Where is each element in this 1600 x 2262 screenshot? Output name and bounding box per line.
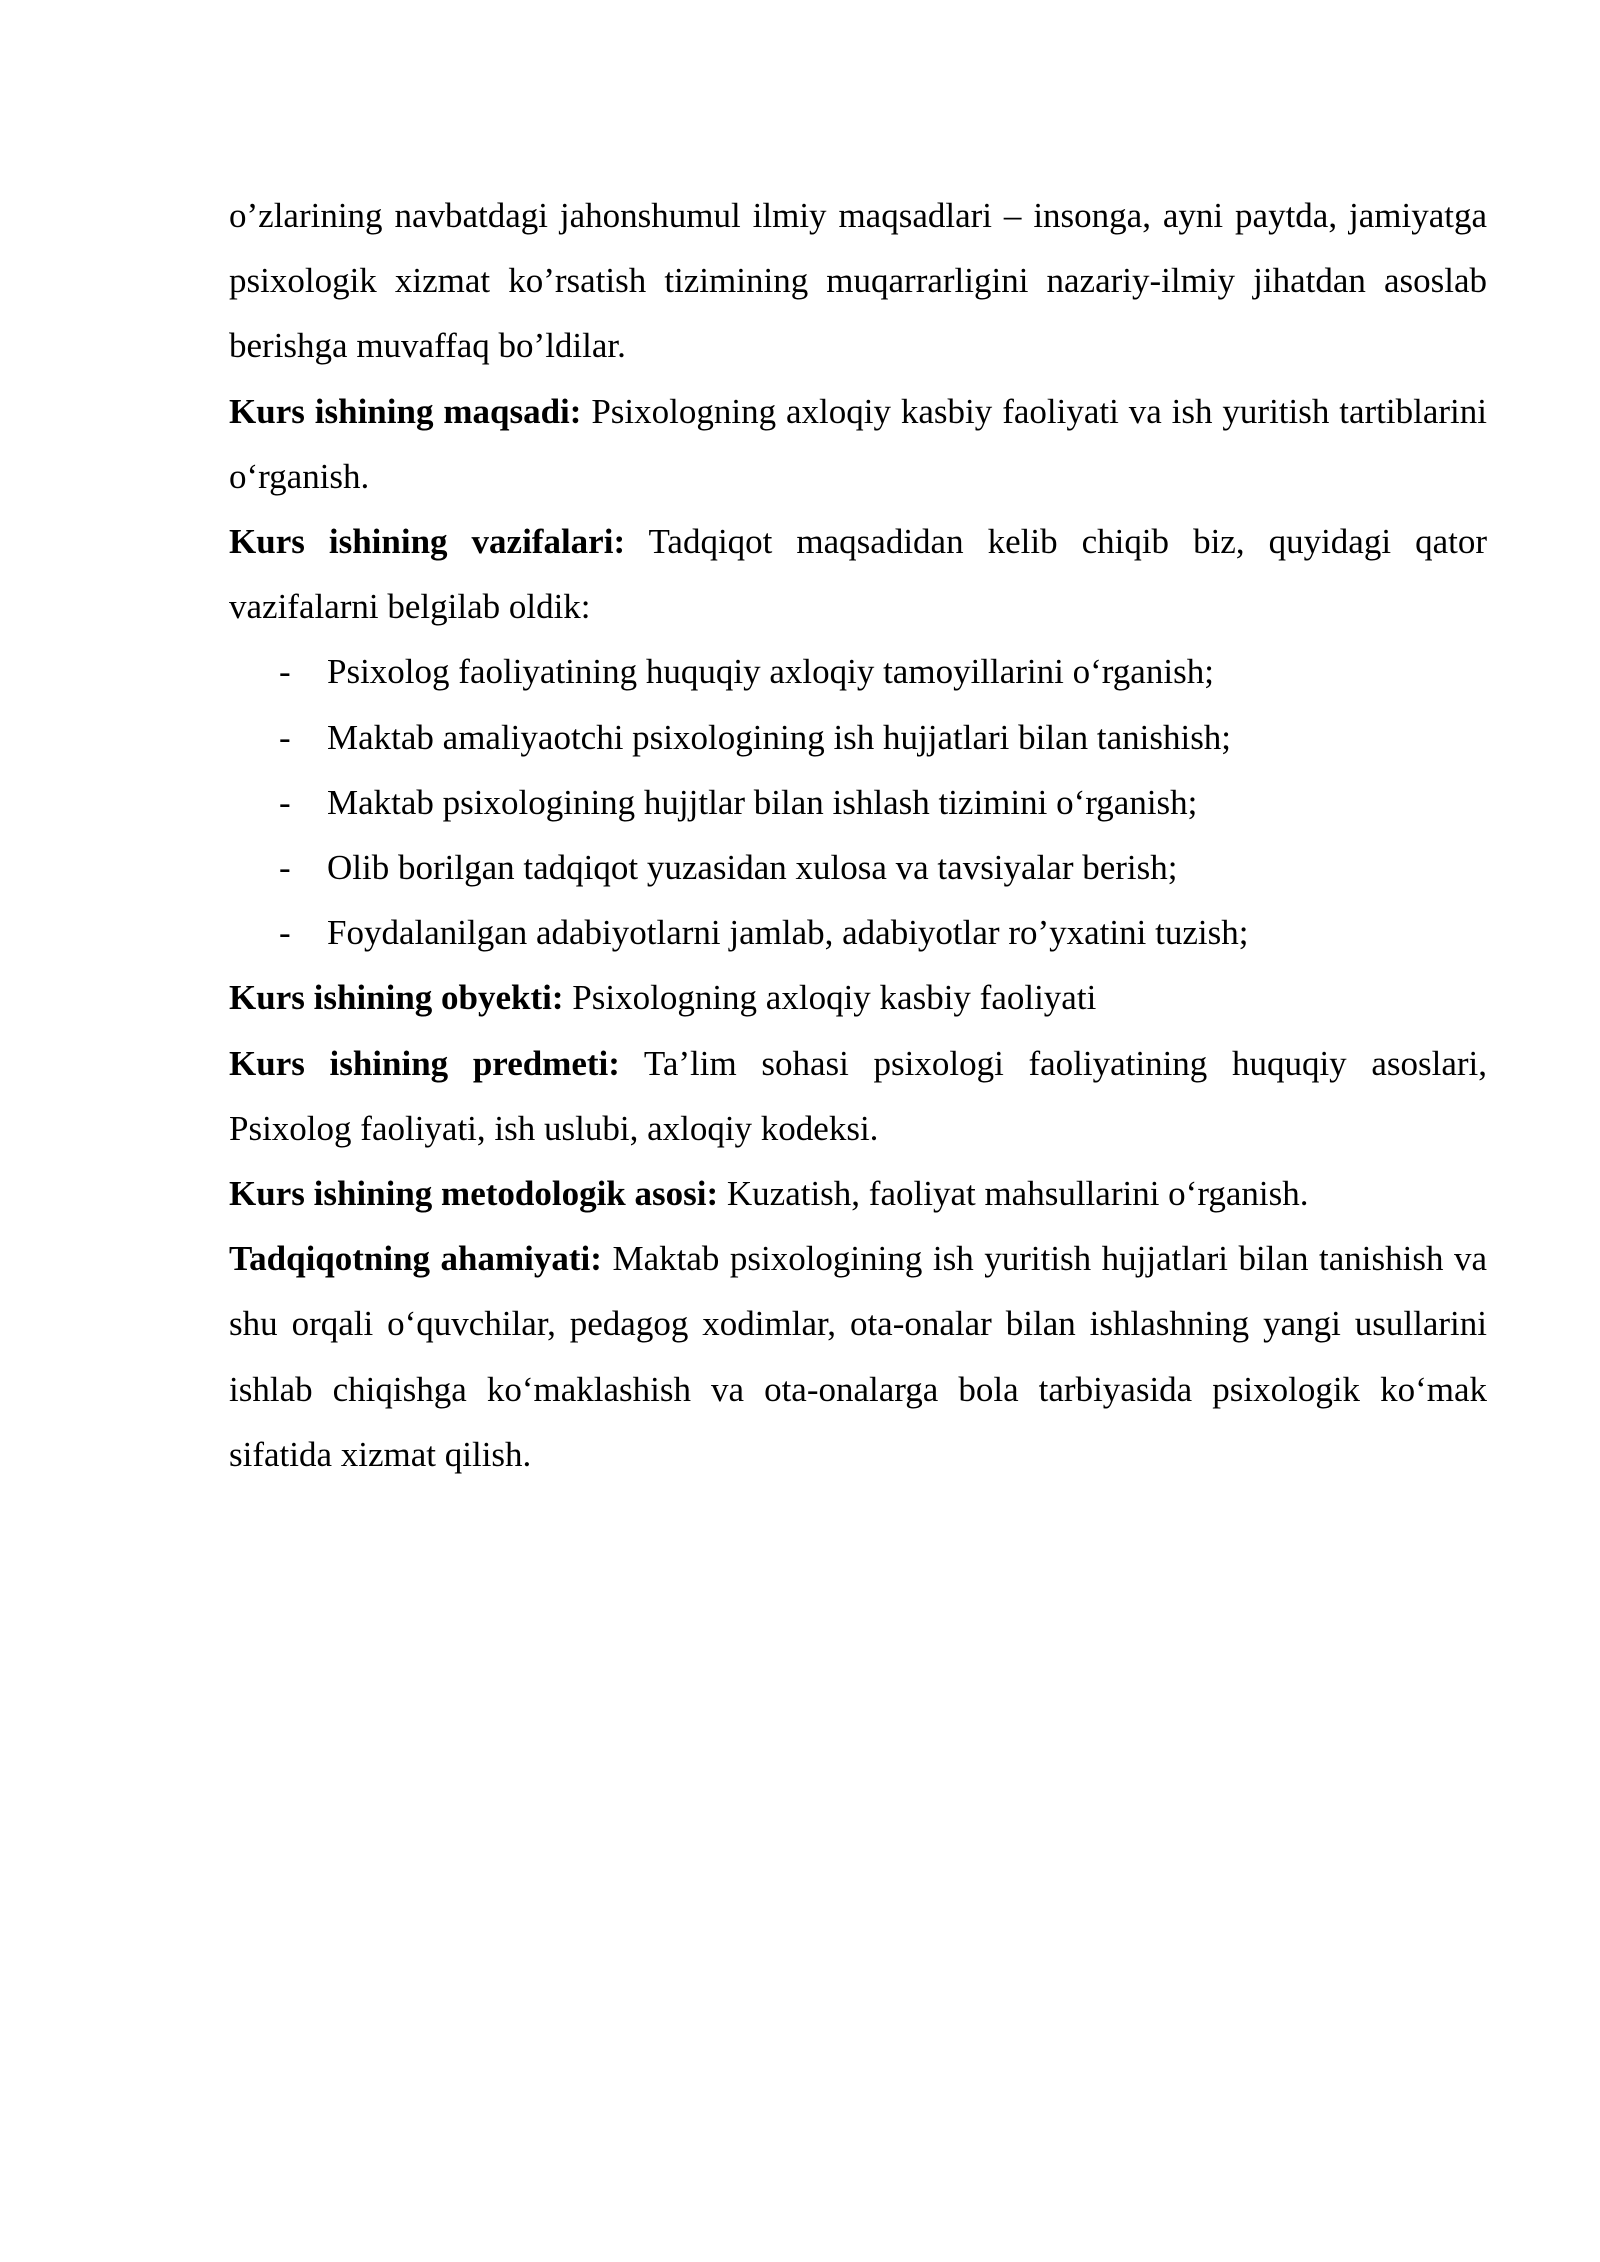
subject-paragraph [229, 1031, 1487, 1161]
list-item-text: Maktab psixologining hujjtlar bilan ishlash tizimini o‘rganish; [327, 782, 1198, 822]
tasks-text: Tadqiqot maqsadidan kelib chiqib biz, quyidagi qator vazifalarni belgilab oldik: [229, 522, 1487, 627]
list-dash: - [279, 782, 291, 822]
list-dash: - [279, 652, 291, 692]
document-body [229, 183, 1487, 1487]
list-dash: - [279, 717, 291, 757]
list-item-text: Foydalanilgan adabiyotlarni jamlab, adabiyotlar ro’yxatini tuzish; [327, 913, 1249, 953]
list-item [229, 705, 1487, 770]
subject-label: Kurs ishining predmeti: [229, 1043, 620, 1083]
intro-text: o’zlarining navbatdagi jahonshumul ilmiy maqsadlari – insonga, ayni paytda, jamiyatga psixologik xizmat ko’rsatish tizimining muqarrarligini nazariy-ilmiy jihatdan asoslab berishga muvaffaq bo’ldilar. [229, 196, 1487, 366]
goal-label: Kurs ishining maqsadi: [229, 391, 582, 431]
goal-paragraph [229, 379, 1487, 509]
tasks-label: Kurs ishining vazifalari: [229, 522, 626, 562]
list-item [229, 900, 1487, 965]
list-item [229, 835, 1487, 900]
goal-text: Psixologning axloqiy kasbiy faoliyati va ish yuritish tartiblarini o‘rganish. [229, 391, 1487, 496]
methodology-paragraph [229, 1161, 1487, 1226]
object-label: Kurs ishining obyekti: [229, 978, 564, 1018]
methodology-text: Kuzatish, faoliyat mahsullarini o‘rganish. [718, 1174, 1309, 1214]
tasks-list [229, 639, 1487, 965]
intro-paragraph [229, 183, 1487, 379]
tasks-paragraph [229, 509, 1487, 639]
list-item [229, 770, 1487, 835]
list-item-text: Maktab amaliyaotchi psixologining ish hujjatlari bilan tanishish; [327, 717, 1232, 757]
object-paragraph [229, 965, 1487, 1030]
object-text: Psixologning axloqiy kasbiy faoliyati [563, 978, 1097, 1018]
list-item [229, 639, 1487, 704]
list-item-text: Olib borilgan tadqiqot yuzasidan xulosa va tavsiyalar berish; [327, 848, 1178, 888]
significance-label: Tadqiqotning ahamiyati: [229, 1239, 602, 1279]
significance-paragraph [229, 1226, 1487, 1487]
subject-text: Ta’lim sohasi psixologi faoliyatining huquqiy asoslari, Psixolog faoliyati, ish uslubi, axloqiy kodeksi. [229, 1043, 1487, 1148]
list-dash: - [279, 913, 291, 953]
significance-text: Maktab psixologining ish yuritish hujjatlari bilan tanishish va shu orqali o‘quvchilar, pedagog xodimlar, ota-onalar bilan ishlashning yangi usullarini ishlab chiqishga ko‘maklashish va ota-onalarga bola tarbiyasida psixologik ko‘mak sifatida xizmat qilish. [229, 1239, 1487, 1474]
list-dash: - [279, 848, 291, 888]
list-item-text: Psixolog faoliyatining huquqiy axloqiy tamoyillarini o‘rganish; [327, 652, 1214, 692]
methodology-label: Kurs ishining metodologik asosi: [229, 1174, 719, 1214]
